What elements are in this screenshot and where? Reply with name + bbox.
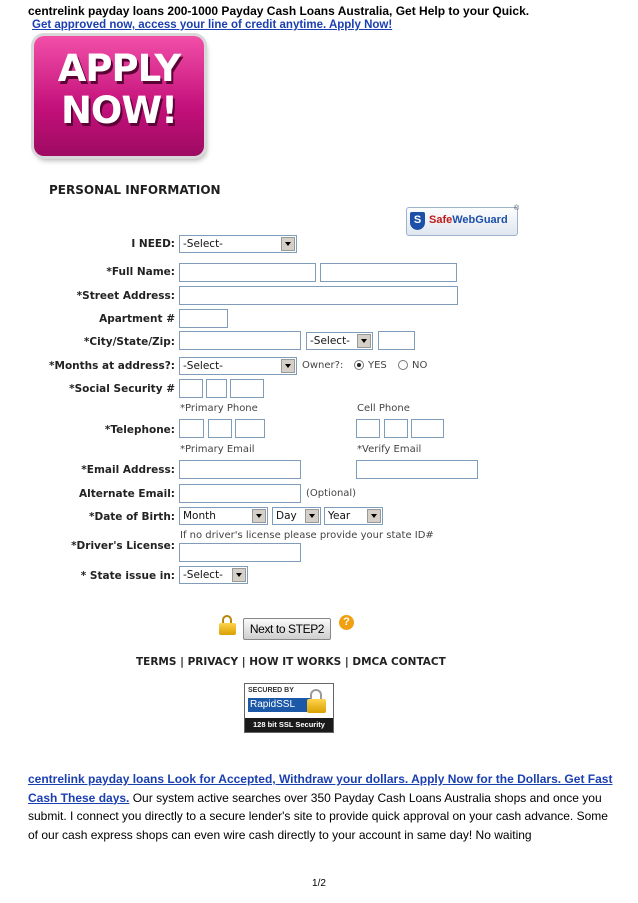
license-label: *Driver's License: (71, 540, 175, 552)
i-need-select[interactable]: -Select- (179, 235, 297, 253)
chevron-down-icon (367, 509, 381, 523)
street-input[interactable] (179, 286, 458, 305)
owner-no-label: NO (412, 360, 428, 371)
phone-prefix-input[interactable] (208, 419, 232, 438)
lock-icon (219, 615, 237, 635)
ssn-part1-input[interactable] (179, 379, 203, 398)
primary-email-hint: *Primary Email (180, 444, 255, 455)
apartment-input[interactable] (179, 309, 228, 328)
street-label: *Street Address: (76, 290, 175, 302)
city-input[interactable] (179, 331, 301, 350)
license-note: If no driver's license please provide your state ID# (180, 530, 434, 541)
city-label: *City/State/Zip: (83, 336, 175, 348)
last-name-input[interactable] (320, 263, 457, 282)
phone-area-input[interactable] (179, 419, 204, 438)
phone-line-input[interactable] (235, 419, 265, 438)
section-title: PERSONAL INFORMATION (49, 183, 221, 197)
optional-hint: (Optional) (306, 488, 357, 499)
body-paragraph (28, 770, 618, 844)
apply-now-banner-text: APPLY NOW! (57, 47, 181, 132)
dob-year-select[interactable]: Year (324, 507, 383, 525)
license-input[interactable] (179, 543, 301, 562)
i-need-label: I NEED: (131, 238, 175, 250)
months-select[interactable]: -Select- (179, 357, 297, 375)
dob-day-select[interactable]: Day (272, 507, 321, 525)
zip-input[interactable] (378, 331, 415, 350)
safewebguard-badge[interactable] (406, 207, 518, 236)
chevron-down-icon (232, 568, 246, 582)
owner-no-radio[interactable] (398, 360, 408, 370)
dob-label: *Date of Birth: (89, 511, 175, 523)
cell-area-input[interactable] (356, 419, 380, 438)
apply-now-banner[interactable] (34, 36, 204, 156)
footer-links[interactable]: TERMS | PRIVACY | HOW IT WORKS | DMCA CONTACT (136, 656, 446, 668)
body-link[interactable]: centrelink payday loans Look for Accepted, Withdraw your dollars. Apply Now for the Dollars. Get Fast Cash These days. (28, 772, 613, 805)
dob-month-select[interactable]: Month (179, 507, 268, 525)
state-issue-select[interactable]: -Select- (179, 566, 248, 584)
chevron-down-icon (281, 237, 295, 251)
safewebguard-label: SafeWebGuard (429, 214, 508, 226)
chevron-down-icon (357, 334, 371, 348)
chevron-down-icon (305, 509, 319, 523)
first-name-input[interactable] (179, 263, 316, 282)
help-icon[interactable]: ? (339, 615, 354, 630)
state-select[interactable]: -Select- (306, 332, 373, 350)
email-label: *Email Address: (81, 464, 175, 476)
apartment-label: Apartment # (99, 313, 175, 325)
chevron-down-icon (252, 509, 266, 523)
ssn-part3-input[interactable] (230, 379, 264, 398)
alt-email-label: Alternate Email: (79, 488, 175, 500)
email-input[interactable] (179, 460, 301, 479)
owner-yes-label: YES (368, 360, 387, 371)
padlock-icon (307, 689, 327, 713)
cell-phone-hint: Cell Phone (357, 403, 410, 414)
cell-line-input[interactable] (411, 419, 444, 438)
alt-email-input[interactable] (179, 484, 301, 503)
full-name-label: *Full Name: (106, 266, 175, 278)
cell-prefix-input[interactable] (384, 419, 408, 438)
owner-yes-radio[interactable] (354, 360, 364, 370)
shield-icon: S (410, 212, 425, 230)
months-label: *Months at address?: (49, 360, 175, 372)
chevron-down-icon (281, 359, 295, 373)
document-title: centrelink payday loans 200-1000 Payday Cash Loans Australia, Get Help to your Quick. (28, 4, 530, 18)
apply-now-link[interactable]: Get approved now, access your line of credit anytime. Apply Now! (32, 19, 393, 31)
body-text: Our system active searches over 350 Payday Cash Loans Australia shops and once you submit. I connect you directly to a secure lender's site to provide quick approval on your cash advance. Some of our cash express shops can even wire cash directly to your account in same day! No waiting (28, 790, 608, 842)
page-number: 1/2 (312, 878, 326, 889)
verify-email-input[interactable] (356, 460, 478, 479)
ssl-strength: 128 bit SSL Security (245, 718, 333, 732)
ssn-label: *Social Security # (69, 383, 175, 395)
primary-phone-hint: *Primary Phone (180, 403, 258, 414)
rapidssl-badge[interactable] (244, 683, 334, 733)
telephone-label: *Telephone: (104, 424, 175, 436)
ssn-part2-input[interactable] (206, 379, 227, 398)
ssl-brand: RapidSSL (248, 698, 310, 712)
ssl-secured-by: SECURED BY (248, 687, 294, 694)
registered-mark: ® (514, 205, 520, 212)
state-issue-label: * State issue in: (80, 570, 175, 582)
owner-label: Owner?: (302, 360, 344, 371)
next-step-button[interactable]: Next to STEP2 (243, 618, 331, 640)
verify-email-hint: *Verify Email (357, 444, 422, 455)
